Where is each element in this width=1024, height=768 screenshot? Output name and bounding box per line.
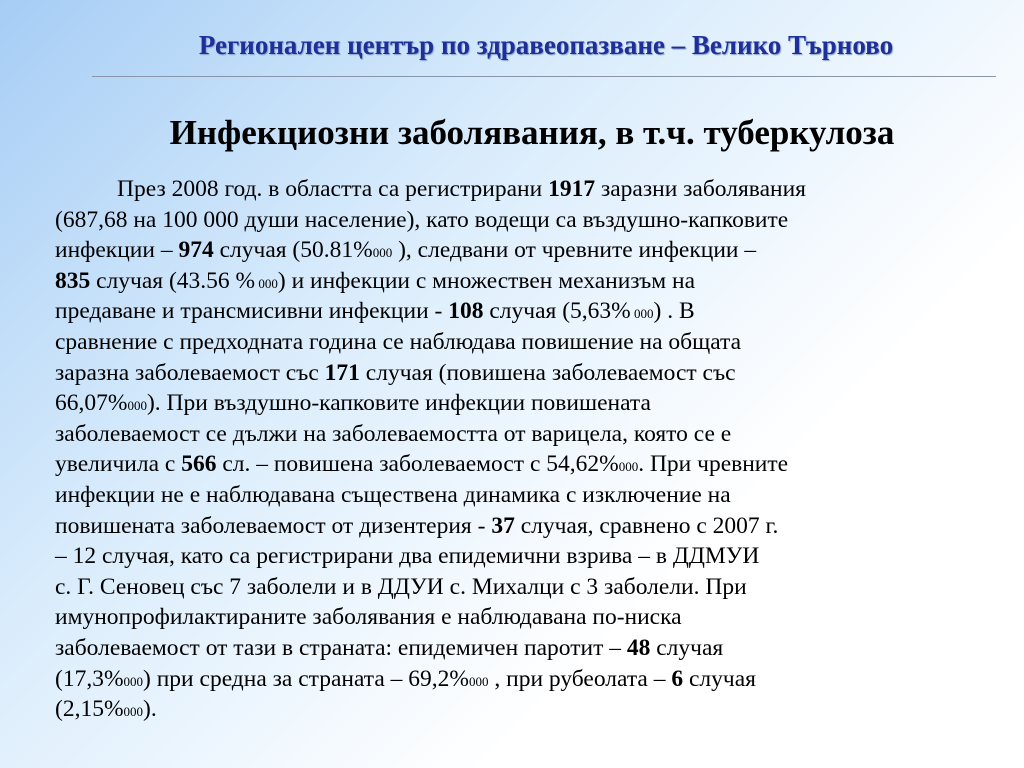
highlight-number: 48 [626,634,651,661]
text-span: През 2008 год. в областта са регистрирани [117,176,549,202]
highlight-number: 108 [448,298,484,325]
per-mille-subscript: 000 [255,275,278,291]
text-span: имунопрофилактираните заболявания е наблюдавана по-ниска [55,604,682,631]
text-span: (17,3% [55,665,124,692]
per-mille-subscript: 000 [618,459,639,475]
text-span: – 12 случая, като са регистрирани два епидемични взрива – в ДДМУИ [55,543,760,570]
per-mille-subscript: 000 [123,704,144,720]
text-line [55,541,985,572]
text-span: предаване и трансмисивни инфекции - [55,298,449,325]
highlight-number: 566 [181,451,217,478]
text-span: . При чревните [638,451,789,478]
header-divider [92,76,996,77]
text-line [55,327,985,358]
highlight-number: 835 [55,267,91,294]
highlight-number: 6 [671,665,684,692]
text-line [55,235,985,266]
text-span: сл. – повишена заболеваемост с 54,62% [216,451,619,478]
text-span: инфекции не е наблюдавана съществена динамика с изключение на [55,481,731,508]
text-span: ) при средна за страната – 69,2% [143,665,469,692]
text-span: с. Г. Сеновец със 7 заболели и в ДДУИ с. Михалци с 3 заболели. При [55,573,747,600]
per-mille-subscript: 000 [127,398,147,414]
text-line [55,602,985,633]
text-span: случая, сравнено с 2007 г. [514,512,779,539]
header-title: Регионален център по здравеопазване – Велико Търново [198,30,894,60]
text-line [55,419,985,450]
text-span: случая (43.56 % [90,267,256,294]
highlight-number: 1917 [548,176,596,202]
text-span: заболеваемост се дължи на заболеваемостта от варицела, която се е [55,420,732,447]
text-span: случая [683,665,756,692]
text-span: случая [650,634,724,661]
text-line [55,511,985,542]
text-span: (687,68 на 100 000 души население), като водещи са въздушно-капковите [55,206,789,233]
text-line [55,633,985,664]
text-span: сравнение с предходната година се наблюдава повишение на общата [55,328,742,355]
text-span: 66,07% [55,390,128,417]
text-line [55,205,985,236]
text-span: случая (повишена заболеваемост със [359,359,736,386]
per-mille-subscript: 000 [469,673,489,689]
text-line [55,572,985,603]
text-line [55,449,985,480]
highlight-number: 171 [324,359,360,386]
text-line [55,296,985,327]
highlight-number: 974 [178,237,214,264]
text-span: инфекции – [55,237,179,264]
text-line [55,174,985,205]
text-span: ) и инфекции с множествен механизъм на [277,267,696,294]
text-span: ), следвани от чревните инфекции – [392,237,757,264]
text-span: заболеваемост от тази в страната: епидемичен паротит – [55,634,627,661]
per-mille-subscript: 000 [123,673,144,689]
text-span: ). [143,696,157,723]
per-mille-subscript: 000 [372,245,393,261]
text-span: ). При въздушно-капковите инфекции повишената [146,390,651,417]
text-span: случая (5,63% [483,298,631,325]
text-line [55,694,985,725]
text-span: заразни заболявания [595,176,806,202]
section-title: Инфекциозни заболявания, в т.ч. туберкулоза [169,113,895,152]
text-line [55,480,985,511]
text-span: , при рубеолата – [488,665,672,692]
text-span: случая (50.81% [213,237,373,264]
text-span: повишената заболеваемост от дизентерия - [55,512,492,539]
body-paragraph [55,174,985,725]
text-line [55,266,985,297]
text-span: заразна заболеваемост със [55,359,325,386]
text-span: ) . В [653,298,695,325]
highlight-number: 37 [491,512,515,539]
text-line [55,664,985,695]
per-mille-subscript: 000 [630,306,654,322]
text-line [55,388,985,419]
text-line [55,358,985,389]
text-span: (2,15% [55,696,124,723]
text-span: увеличила с [55,451,182,478]
